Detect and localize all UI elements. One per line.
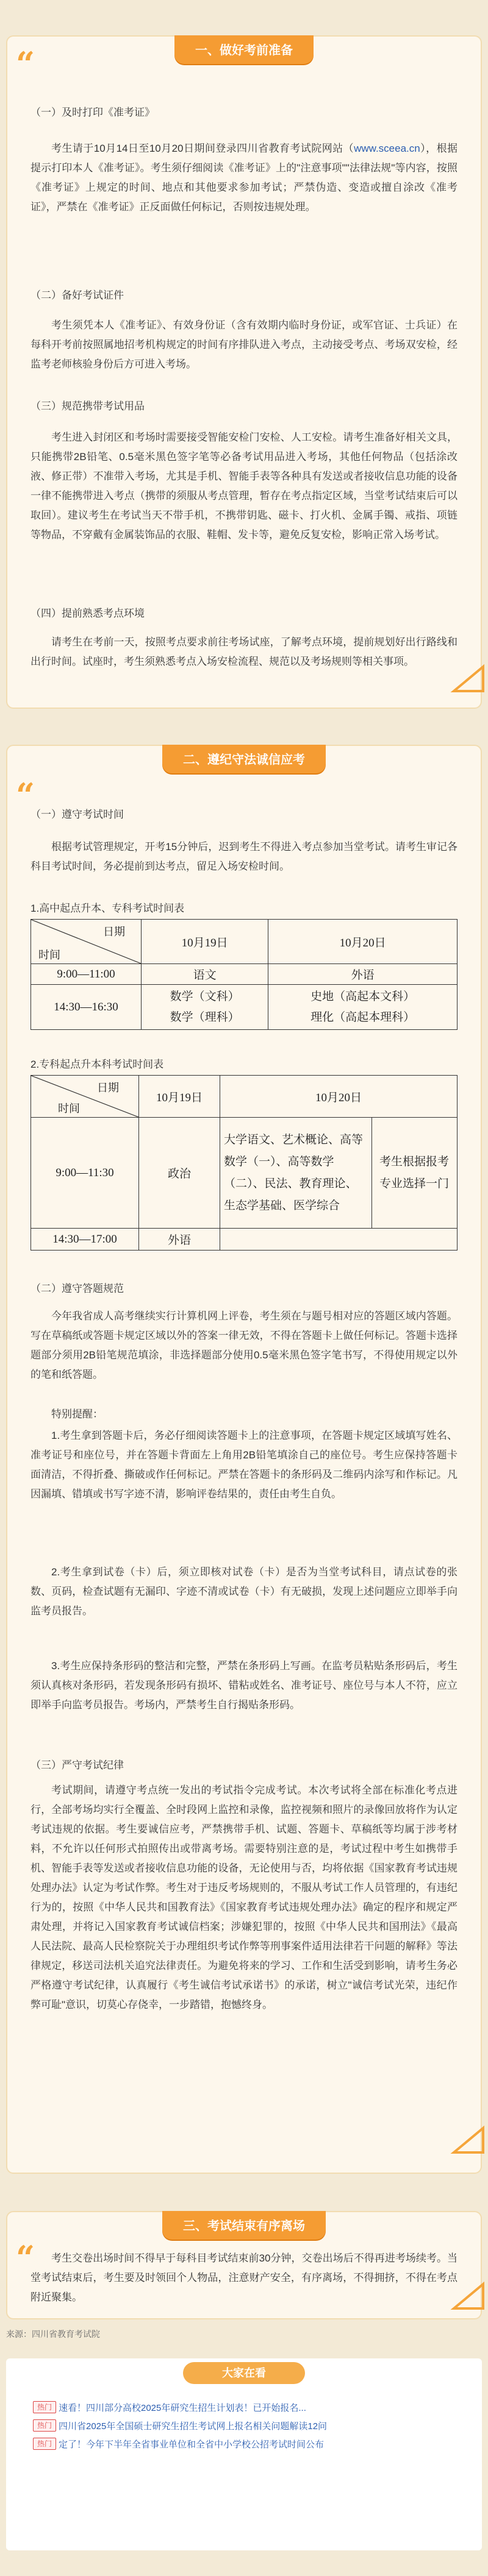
tip-paragraph: 1.考生拿到答题卡后，务必仔细阅读答题卡上的注意事项，在答题卡规定区域填写姓名、准考证号和座位号，并在答题卡背面左上角用2B铅笔填涂自己的座位号。考生应保持答题卡面清洁，不得折叠、撕破或作任何标记。严禁在答题卡的条形码及二维码内涂写和作标记。凡因漏填、错填或书写字迹不清，影响评卷结果的，责任由考生自负。 — [30, 1430, 458, 1500]
subheading: （一）遵守考试时间 — [30, 809, 124, 820]
header-time-label: 时间 — [38, 949, 60, 961]
hot-badge: 热门 — [33, 2438, 56, 2450]
paragraph — [30, 139, 458, 217]
triangle-decoration-icon — [450, 663, 484, 694]
section-card-2 — [6, 745, 482, 2174]
paragraph: 考试期间，请遵守考点统一发出的考试指令完成考试。本次考试将全部在标准化考点进行，全部考场均实行全覆盖、全时段网上监控和录像，监控视频和照片的录像回放将作为认定考试违规的依据。考生要诚信应考，严禁携带手机、试题、答题卡、草稿纸等均属于涉考材料，不允许以任何形式拍照传出或带离考场。需要特别注意的是，考试过程中考生如携带手机、智能手表等发送或者接收信息功能的设备，无论使用与否，均将依据《国家教育考试违规处理办法》认定为考试作弊。考生对于违反考场规则的，不服从考试工作人员管理的，有违纪行为的，按照《中华人民共和国教育法》《国家教育考试违规处理办法》确定的程序和规定严肃处理，并将记入国家教育考试诚信档案；涉嫌犯罪的，按照《中华人民共和国刑法》《最高人民法院、最高人民检察院关于办理组织考试作弊等刑事案件适用法律若干问题的解释》等法律规定，移送司法机关追究法律责任。为避免将来的学习、工作和生活受到影响，请考生务必严格遵守考试纪律，认真履行《考生诚信考试承诺书》的承诺，树立"诚信考试光荣，违纪作弊可耻"意识，切莫心存侥幸，一步踏错，抱憾终身。 — [30, 1784, 458, 2010]
quote-icon: “ — [16, 2238, 35, 2277]
time-cell: 14:30—17:00 — [31, 1229, 139, 1251]
exam-schedule-table-2 — [30, 1075, 458, 1251]
paragraph-text: 考生请于10月14日至10月20日期间登录四川省教育考试院网站（ — [51, 143, 354, 154]
table-caption: 2.专科起点升本科考试时间表 — [30, 1059, 164, 1070]
date-header: 10月19日 — [142, 920, 268, 964]
paragraph: 请考生在考前一天，按照考点要求前往考场试座，了解考点环境，提前规划好出行路线和出行时间。试座时，考生须熟悉考点入场安检流程、规范以及考场规则等相关事项。 — [30, 636, 458, 667]
header-date-label: 日期 — [97, 1082, 119, 1094]
hot-badge: 热门 — [33, 2419, 56, 2432]
tip-paragraph: 3.考生应保持条形码的整洁和完整，严禁在条形码上写画。在监考员粘贴条形码后，考生须认真核对条形码，若发现条形码有损坏、错粘或姓名、准考证号、座位号与本人不符，应立即举手向监考员报告。考场内，严禁考生自行揭贴条形码。 — [30, 1660, 458, 1711]
source-label: 来源：四川省教育考试院 — [6, 2329, 100, 2339]
date-header: 10月20日 — [220, 1076, 458, 1118]
section-title-1: 一、做好考前准备 — [174, 35, 314, 64]
date-header: 10月20日 — [268, 920, 458, 964]
section-title-3: 三、考试结束有序离场 — [162, 2211, 326, 2240]
subject-line: 理化（高起本理科） — [310, 1010, 415, 1024]
quote-icon: “ — [16, 776, 35, 815]
subheading: （三）严守考试纪律 — [30, 1759, 124, 1771]
time-cell: 14:30—16:30 — [31, 985, 142, 1030]
recommended-title: 大家在看 — [183, 2362, 305, 2384]
subject-cell: 外语 — [268, 964, 458, 985]
paragraph: 考生交卷出场时间不得早于每科目考试结束前30分钟，交卷出场后不得再进考场续考。当堂考试结束后，考生要及时领回个人物品，注意财产安全，有序离场，不得拥挤，不得在考点附近聚集。 — [30, 2252, 458, 2303]
time-cell: 9:00—11:30 — [31, 1118, 139, 1229]
subject-cell — [268, 985, 458, 1030]
section-card-3 — [6, 2211, 482, 2319]
recommended-panel — [6, 2358, 482, 2550]
special-note-label: 特别提醒： — [51, 1408, 103, 1420]
diagonal-header-cell — [31, 1076, 139, 1118]
exam-schedule-table-1 — [30, 919, 458, 1030]
paragraph: 今年我省成人高考继续实行计算机网上评卷，考生须在与题号相对应的答题区域内答题。写在草稿纸或答题卡规定区域以外的答案一律无效，不得在答题卡上做任何标记。答题卡选择题部分须用2B铅笔规范填涂，非选择题部分使用0.5毫米黑色签字笔书写，不得使用规定以外的笔和纸答题。 — [30, 1310, 458, 1380]
website-link[interactable]: www.sceea.cn — [354, 143, 420, 154]
subject-cell: 大学语文、艺术概论、高等数学（一）、高等数学（二）、民法、教育理论、生态学基础、医学综合 — [220, 1118, 372, 1229]
subheading: （三）规范携带考试用品 — [30, 400, 145, 412]
subject-line: 数学（理科） — [170, 1010, 240, 1024]
table-caption: 1.高中起点升本、专科考试时间表 — [30, 903, 185, 914]
tip-paragraph: 2.考生拿到试卷（卡）后，须立即核对试卷（卡）是否为当堂考试科目，请点试卷的张数、页码，检查试题有无漏印、字迹不清或试卷（卡）有无破损，发现上述问题应立即举手向监考员报告。 — [30, 1566, 458, 1617]
subject-cell — [142, 985, 268, 1030]
subheading: （二）备好考试证件 — [30, 289, 124, 301]
diagonal-header-cell — [31, 920, 142, 964]
paragraph: 根据考试管理规定，开考15分钟后，迟到考生不得进入考点参加当堂考试。请考生审记各科目考试时间，务必提前到达考点，留足入场安检时间。 — [30, 841, 458, 872]
subheading: （四）提前熟悉考点环境 — [30, 608, 145, 619]
hot-badge: 热门 — [33, 2401, 56, 2413]
paragraph-text: ），根据提示打印本人《准考证》。考生须仔细阅读《准考证》上的"注意事项""法律法规"等内容，按照《准考证》上规定的时间、地点和其他要求参加考试；严禁伪造、变造或擅自涂改《准考证》，严禁在《准考证》正反面做任何标记，否则按违规处理。 — [30, 143, 458, 213]
time-cell: 9:00—11:00 — [31, 964, 142, 985]
section-title-2: 二、遵纪守法诚信应考 — [162, 745, 326, 773]
subject-line: 史地（高起本文科） — [310, 990, 415, 1003]
section-card-1 — [6, 35, 482, 709]
subject-cell: 语文 — [142, 964, 268, 985]
header-date-label: 日期 — [103, 926, 125, 938]
subheading: （二）遵守答题规范 — [30, 1283, 124, 1294]
subject-cell: 外语 — [139, 1229, 220, 1251]
subject-cell: 考生根据报考专业选择一门 — [372, 1118, 458, 1229]
recommended-link[interactable]: 速看！四川部分高校2025年研究生招生计划表！已开始报名... — [59, 2403, 306, 2413]
subject-line: 数学（文科） — [170, 990, 240, 1003]
triangle-decoration-icon — [450, 2124, 484, 2155]
recommended-link[interactable]: 四川省2025年全国硕士研究生招生考试网上报名相关问题解读12问 — [59, 2421, 328, 2432]
subject-cell: 政治 — [139, 1118, 220, 1229]
subheading: （一）及时打印《准考证》 — [30, 107, 155, 118]
paragraph: 考生进入封闭区和考场时需要接受智能安检门安检、人工安检。请考生准备好相关文具，只能携带2B铅笔、0.5毫米黑色签字笔等必备考试用品进入考场，其他任何物品（包括涂改液、修正带）不准带入考场，尤其是手机、智能手表等各种具有发送或者接收信息功能的设备一律不能携带进入考点（携带的须服从考点管理，暂存在考点指定区域，当堂考试结束后可以取回）。建议考生在考试当天不带手机，不携带钥匙、磁卡、打火机、金属手镯、戒指、项链等物品，不穿戴有金属装饰品的衣服、鞋帽、发卡等，避免反复安检，影响正常入场考试。 — [30, 431, 458, 541]
date-header: 10月19日 — [139, 1076, 220, 1118]
diagonal-line — [31, 1076, 138, 1117]
subject-cell — [220, 1229, 458, 1251]
recommended-link[interactable]: 定了！今年下半年全省事业单位和全省中小学校公招考试时间公布 — [59, 2439, 325, 2450]
paragraph: 考生须凭本人《准考证》、有效身份证（含有效期内临时身份证，或军官证、士兵证）在每科开考前按照属地招考机构规定的时间有序排队进入考点，主动接受考点、考场双安检，经监考老师核验身份后方可进入考场。 — [30, 319, 458, 370]
quote-icon: “ — [16, 44, 35, 83]
header-time-label: 时间 — [58, 1102, 80, 1115]
triangle-decoration-icon — [450, 2280, 484, 2311]
